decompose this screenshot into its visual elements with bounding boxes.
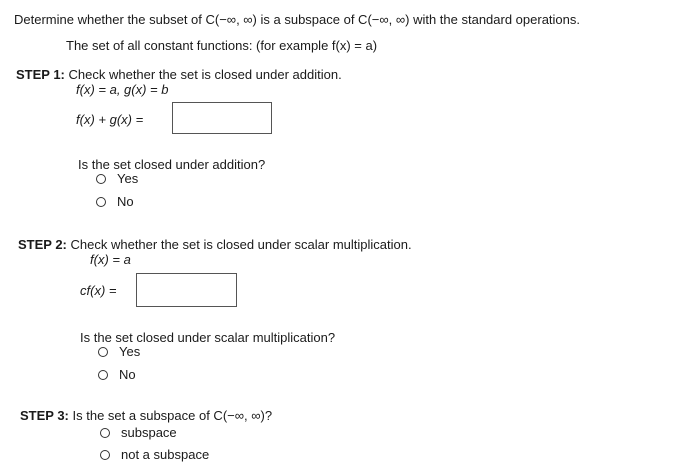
radio-button[interactable] — [96, 197, 106, 207]
step3-option-not-subspace[interactable] — [100, 447, 209, 462]
step3-text: Is the set a subspace of C(−∞, ∞)? — [72, 408, 273, 423]
option-label: Yes — [119, 344, 141, 359]
radio-button[interactable] — [98, 370, 108, 380]
option-label: No — [117, 194, 134, 209]
option-label: No — [119, 367, 136, 382]
radio-button[interactable] — [100, 450, 110, 460]
step1-question: Is the set closed under addition? — [78, 157, 266, 172]
step3-label: STEP 3: — [20, 408, 69, 423]
step2-heading — [18, 237, 412, 252]
step1-option-no[interactable] — [96, 194, 134, 209]
radio-button[interactable] — [100, 428, 110, 438]
radio-button[interactable] — [98, 347, 108, 357]
step1-given: f(x) = a, g(x) = b — [76, 82, 169, 97]
step2-expression-label: cf(x) = — [80, 283, 117, 298]
radio-button[interactable] — [96, 174, 106, 184]
option-label: Yes — [117, 171, 139, 186]
step2-text: Check whether the set is closed under scalar multiplication. — [70, 237, 412, 252]
step1-expression-label: f(x) + g(x) = — [76, 112, 144, 127]
step2-given: f(x) = a — [90, 252, 131, 267]
step2-answer-box[interactable] — [136, 273, 237, 307]
step2-label: STEP 2: — [18, 237, 67, 252]
subset-description: The set of all constant functions: (for example f(x) = a) — [66, 38, 378, 53]
step1-text: Check whether the set is closed under addition. — [68, 67, 342, 82]
step3-heading — [20, 408, 272, 423]
step2-option-yes[interactable] — [98, 344, 140, 359]
step1-heading — [16, 67, 342, 82]
step1-option-yes[interactable] — [96, 171, 138, 186]
step2-question: Is the set closed under scalar multiplication? — [80, 330, 336, 345]
step2-option-no[interactable] — [98, 367, 136, 382]
step1-answer-box[interactable] — [172, 102, 272, 134]
option-label: subspace — [121, 425, 177, 440]
problem-statement: Determine whether the subset of C(−∞, ∞) is a subspace of C(−∞, ∞) with the standard operations. — [14, 12, 581, 27]
option-label: not a subspace — [121, 447, 210, 462]
step1-label: STEP 1: — [16, 67, 65, 82]
step3-option-subspace[interactable] — [100, 425, 177, 440]
